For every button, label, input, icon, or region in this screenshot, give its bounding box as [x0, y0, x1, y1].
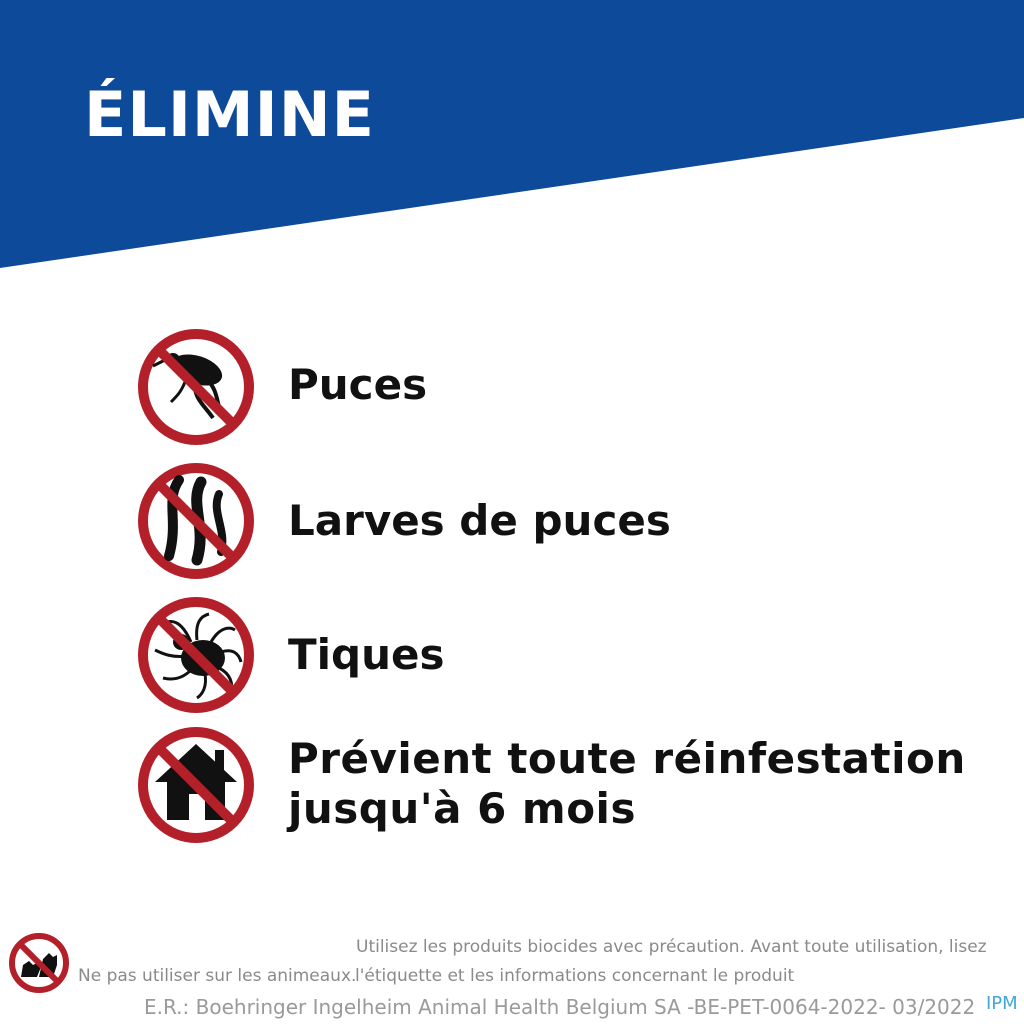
item-label-line2: jusqu'à 6 mois [288, 784, 636, 833]
page-title: ÉLIMINE [84, 78, 375, 151]
item-label-line1: Prévient toute réinfestation [288, 734, 966, 783]
house-icon [135, 724, 257, 846]
flea-larvae-icon [135, 460, 257, 582]
footer-warning-line1: Utilisez les produits biocides avec précaution. Avant toute utilisation, lisez [356, 937, 987, 957]
item-label: Larves de puces [288, 496, 671, 545]
item-label: Tiques [288, 630, 445, 679]
footer-er-line: E.R.: Boehringer Ingelheim Animal Health Belgium SA -BE-PET-0064-2022- 03/2022 [144, 995, 976, 1019]
tick-icon [135, 594, 257, 716]
footer-warning-line2: l'étiquette et les informations concernant le produit [355, 966, 795, 986]
ipm-logo: IPM [986, 993, 1018, 1014]
flea-icon [135, 326, 257, 448]
no-animals-icon [7, 931, 71, 995]
item-label: Puces [288, 360, 428, 409]
footer-no-animals: Ne pas utiliser sur les animeaux. [78, 966, 357, 986]
